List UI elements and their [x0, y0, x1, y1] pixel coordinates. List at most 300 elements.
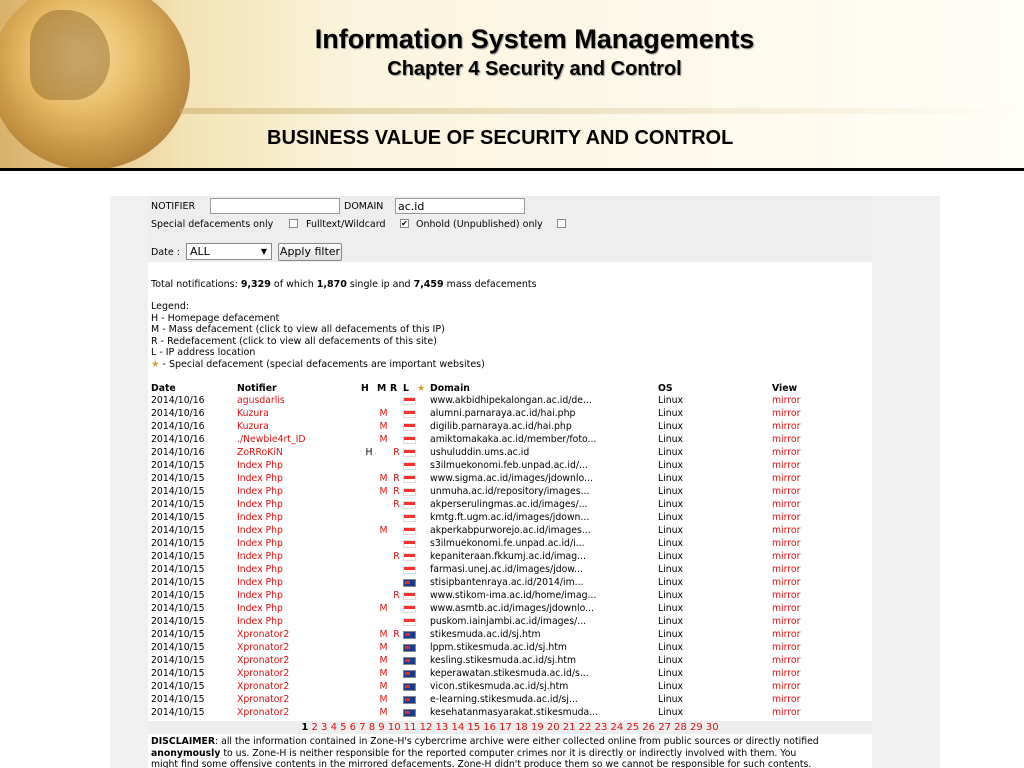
row-notifier[interactable]: Xpronator2	[237, 681, 290, 692]
row-domain: kmtg.ft.ugm.ac.id/images/jdown...	[430, 512, 590, 523]
row-m[interactable]: M	[379, 694, 388, 705]
row-date: 2014/10/15	[151, 577, 205, 588]
row-m[interactable]: M	[379, 642, 388, 653]
table-row	[151, 693, 800, 706]
row-date: 2014/10/15	[151, 629, 205, 640]
row-domain: unmuha.ac.id/repository/images...	[430, 486, 590, 497]
row-special	[417, 654, 430, 667]
row-date: 2014/10/15	[151, 655, 205, 666]
table-row	[151, 706, 800, 719]
row-flag	[403, 615, 417, 628]
row-os: Linux	[658, 395, 684, 406]
row-r[interactable]	[390, 615, 403, 628]
total-count: 9,329	[240, 279, 271, 290]
row-r[interactable]	[390, 641, 403, 654]
row-m[interactable]	[377, 537, 390, 550]
row-m[interactable]: M	[379, 681, 388, 692]
row-flag	[403, 511, 417, 524]
row-notifier[interactable]: ./Newbie4rt_ID	[237, 434, 306, 445]
apply-filter-button[interactable]: Apply filter	[278, 243, 342, 261]
row-view[interactable]: mirror	[772, 616, 801, 627]
row-m[interactable]	[377, 394, 390, 407]
header-m: M	[377, 382, 387, 394]
row-date: 2014/10/15	[151, 499, 205, 510]
header-h: H	[361, 382, 369, 394]
row-r[interactable]	[390, 407, 403, 420]
row-view[interactable]: mirror	[772, 538, 801, 549]
row-special	[417, 446, 430, 459]
row-m[interactable]	[377, 550, 390, 563]
row-view[interactable]: mirror	[772, 642, 801, 653]
onhold-checkbox[interactable]	[557, 219, 566, 228]
row-view[interactable]: mirror	[772, 551, 801, 562]
row-r[interactable]	[390, 459, 403, 472]
row-notifier[interactable]: Xpronator2	[237, 655, 290, 666]
table-row	[151, 420, 800, 433]
row-h	[361, 563, 377, 576]
row-os: Linux	[658, 655, 684, 666]
row-r[interactable]	[390, 420, 403, 433]
row-flag	[403, 563, 417, 576]
legend-h: H - Homepage defacement	[151, 312, 280, 324]
slide-subtitle: Chapter 4 Security and Control	[387, 58, 682, 80]
special-only-checkbox[interactable]	[289, 219, 298, 228]
row-flag	[403, 407, 417, 420]
table-row	[151, 667, 800, 680]
row-m[interactable]	[377, 446, 390, 459]
row-date: 2014/10/15	[151, 590, 205, 601]
row-domain: ushuluddin.ums.ac.id	[430, 447, 530, 458]
row-view[interactable]: mirror	[772, 655, 801, 666]
legend-title: Legend:	[151, 301, 190, 312]
table-row	[151, 550, 800, 563]
row-flag	[403, 628, 417, 641]
row-m[interactable]: M	[379, 655, 388, 666]
row-m[interactable]	[377, 511, 390, 524]
row-m[interactable]: M	[379, 668, 388, 679]
row-os: Linux	[658, 694, 684, 705]
table-row	[151, 680, 800, 693]
row-domain: lppm.stikesmuda.ac.id/sj.htm	[430, 642, 567, 653]
row-date: 2014/10/16	[151, 447, 205, 458]
country-flag-icon	[403, 618, 416, 626]
row-os: Linux	[658, 590, 684, 601]
disclaimer-anon: anonymously	[151, 747, 221, 759]
row-flag	[403, 706, 417, 719]
table-row	[151, 446, 800, 459]
row-domain: akperkabpurworejo.ac.id/images...	[430, 525, 591, 536]
row-h	[361, 628, 377, 641]
country-flag-icon	[403, 540, 416, 548]
legend-m: M - Mass defacement (click to view all defacements of this IP)	[151, 324, 445, 335]
row-h	[361, 407, 377, 420]
row-view[interactable]: mirror	[772, 629, 801, 640]
row-h	[361, 576, 377, 589]
table-row	[151, 498, 800, 511]
row-domain: digilib.parnaraya.ac.id/hai.php	[430, 421, 572, 432]
row-domain: keperawatan.stikesmuda.ac.id/s...	[430, 668, 589, 679]
row-r[interactable]	[390, 537, 403, 550]
row-r[interactable]	[390, 602, 403, 615]
row-h	[361, 472, 377, 485]
table-row	[151, 589, 800, 602]
table-row	[151, 524, 800, 537]
row-date: 2014/10/15	[151, 538, 205, 549]
star-icon: ★	[417, 382, 426, 394]
row-date: 2014/10/15	[151, 512, 205, 523]
row-domain: kepaniteraan.fkkumj.ac.id/imag...	[430, 551, 586, 562]
row-date: 2014/10/15	[151, 694, 205, 705]
row-date: 2014/10/16	[151, 395, 205, 406]
table-row	[151, 602, 800, 615]
row-h	[361, 524, 377, 537]
row-h: H	[365, 447, 373, 458]
country-flag-icon	[403, 436, 416, 444]
row-r[interactable]	[390, 576, 403, 589]
row-date: 2014/10/16	[151, 421, 205, 432]
row-h	[361, 511, 377, 524]
row-special	[417, 394, 430, 407]
pagination	[148, 721, 872, 734]
row-m[interactable]: M	[379, 434, 388, 445]
row-notifier[interactable]: Index Php	[237, 525, 283, 536]
row-special	[417, 706, 430, 719]
row-m[interactable]: M	[379, 486, 388, 497]
row-m[interactable]	[377, 563, 390, 576]
row-r[interactable]	[390, 706, 403, 719]
row-notifier[interactable]: Xpronator2	[237, 629, 290, 640]
row-special	[417, 472, 430, 485]
country-flag-icon	[403, 501, 416, 509]
row-domain: s3ilmuekonomi.feb.unpad.ac.id/...	[430, 460, 588, 471]
country-flag-icon	[403, 592, 416, 600]
row-h	[361, 706, 377, 719]
row-view[interactable]: mirror	[772, 525, 801, 536]
row-m[interactable]	[377, 576, 390, 589]
row-date: 2014/10/15	[151, 616, 205, 627]
row-r[interactable]	[390, 433, 403, 446]
row-notifier[interactable]: Index Php	[237, 564, 283, 575]
row-date: 2014/10/15	[151, 668, 205, 679]
row-flag	[403, 498, 417, 511]
row-notifier[interactable]: Index Php	[237, 499, 283, 510]
row-r[interactable]: R	[393, 551, 400, 562]
onhold-label: Onhold (Unpublished) only	[416, 219, 543, 230]
row-os: Linux	[658, 473, 684, 484]
country-flag-icon	[403, 670, 416, 678]
row-domain: vicon.stikesmuda.ac.id/sj.htm	[430, 681, 569, 692]
row-special	[417, 459, 430, 472]
header-date[interactable]: Date	[151, 382, 176, 394]
row-domain: www.sigma.ac.id/images/jdownlo...	[430, 473, 593, 484]
row-flag	[403, 472, 417, 485]
row-special	[417, 667, 430, 680]
country-flag-icon	[403, 410, 416, 418]
row-os: Linux	[658, 512, 684, 523]
row-notifier[interactable]: ZoRRoKiN	[237, 447, 283, 458]
header-os[interactable]: OS	[658, 382, 673, 394]
row-flag	[403, 654, 417, 667]
row-notifier[interactable]: Xpronator2	[237, 668, 290, 679]
row-view[interactable]: mirror	[772, 434, 801, 445]
row-special	[417, 602, 430, 615]
filter-form	[148, 196, 872, 262]
header-r: R	[390, 382, 398, 394]
legend-l: L - IP address location	[151, 347, 256, 358]
row-domain: e-learning.stikesmuda.ac.id/sj...	[430, 694, 578, 705]
row-r[interactable]	[390, 654, 403, 667]
slide-title: Information System Managements	[314, 24, 755, 54]
row-notifier[interactable]: Index Php	[237, 512, 283, 523]
row-special	[417, 485, 430, 498]
row-notifier[interactable]: Index Php	[237, 460, 283, 471]
row-os: Linux	[658, 434, 684, 445]
row-notifier[interactable]: Index Php	[237, 603, 283, 614]
country-flag-icon	[403, 527, 416, 535]
row-view[interactable]: mirror	[772, 486, 801, 497]
zoneh-archive-panel	[148, 196, 872, 768]
country-flag-icon	[403, 553, 416, 561]
row-notifier[interactable]: Xpronator2	[237, 694, 290, 705]
total-notifications: Total notifications: 9,329 of which 1,870 single ip and 7,459 mass defacements	[151, 279, 537, 290]
table-row	[151, 576, 800, 589]
row-view[interactable]: mirror	[772, 564, 801, 575]
chevron-down-icon: ▼	[260, 247, 267, 256]
row-notifier[interactable]: Kuzura	[237, 408, 269, 419]
row-flag	[403, 394, 417, 407]
row-view[interactable]: mirror	[772, 473, 801, 484]
row-os: Linux	[658, 538, 684, 549]
row-view[interactable]: mirror	[772, 512, 801, 523]
row-flag	[403, 641, 417, 654]
row-r[interactable]	[390, 680, 403, 693]
row-os: Linux	[658, 603, 684, 614]
country-flag-icon	[403, 488, 416, 496]
row-m[interactable]: M	[379, 629, 388, 640]
row-notifier[interactable]: Index Php	[237, 616, 283, 627]
table-row	[151, 615, 800, 628]
row-h	[361, 602, 377, 615]
row-h	[361, 615, 377, 628]
row-r[interactable]: R	[393, 486, 400, 497]
special-only-label: Special defacements only	[151, 219, 274, 230]
row-notifier[interactable]: Xpronator2	[237, 707, 290, 718]
table-row	[151, 433, 800, 446]
disclaimer-label: DISCLAIMER	[151, 736, 216, 747]
row-notifier[interactable]: Index Php	[237, 486, 283, 497]
row-view[interactable]: mirror	[772, 707, 801, 718]
row-special	[417, 407, 430, 420]
table-header-row	[151, 382, 800, 394]
row-os: Linux	[658, 460, 684, 471]
row-os: Linux	[658, 525, 684, 536]
row-flag	[403, 485, 417, 498]
row-r[interactable]	[390, 693, 403, 706]
legend	[151, 301, 485, 370]
row-domain: amiktomakaka.ac.id/member/foto...	[430, 434, 597, 445]
country-flag-icon	[403, 514, 416, 522]
country-flag-icon	[403, 631, 416, 639]
disclaimer: DISCLAIMER: all the information contained in Zone-H's cybercrime archive were either collected online from public sources or directly notified anonymously to us. Zone-H is neither responsible for the reported computer crimes nor it is directly or indirectly involved with them. You might find some offensive contents in the mirrored defacements. Zone-H didn't produce them so we cannot be responsible for such contents.	[151, 736, 819, 768]
row-special	[417, 628, 430, 641]
header-domain[interactable]: Domain	[430, 382, 470, 394]
row-special	[417, 615, 430, 628]
domain-label: DOMAIN	[344, 201, 384, 212]
row-h	[361, 394, 377, 407]
row-view[interactable]: mirror	[772, 460, 801, 471]
country-flag-icon	[403, 579, 416, 587]
row-r[interactable]: R	[393, 629, 400, 640]
row-m[interactable]: M	[379, 707, 388, 718]
table-row	[151, 472, 800, 485]
row-r[interactable]: R	[393, 473, 400, 484]
legend-s: ★ - Special defacement (special defacements are important websites)	[151, 358, 485, 370]
row-date: 2014/10/15	[151, 707, 205, 718]
row-domain: alumni.parnaraya.ac.id/hai.php	[430, 408, 576, 419]
row-flag	[403, 602, 417, 615]
header-l: L	[403, 382, 409, 394]
row-h	[361, 420, 377, 433]
row-special	[417, 511, 430, 524]
row-m[interactable]: M	[379, 408, 388, 419]
row-os: Linux	[658, 629, 684, 640]
domain-input[interactable]: ac.id	[395, 198, 525, 214]
row-view[interactable]: mirror	[772, 499, 801, 510]
country-flag-icon	[403, 397, 416, 405]
table-row	[151, 654, 800, 667]
row-h	[361, 550, 377, 563]
row-notifier[interactable]: Index Php	[237, 538, 283, 549]
row-notifier[interactable]: Index Php	[237, 551, 283, 562]
row-m[interactable]	[377, 589, 390, 602]
row-notifier[interactable]: Xpronator2	[237, 642, 290, 653]
row-flag	[403, 576, 417, 589]
country-flag-icon	[403, 449, 416, 457]
row-m[interactable]: M	[379, 603, 388, 614]
country-flag-icon	[403, 696, 416, 704]
row-r[interactable]	[390, 394, 403, 407]
row-special	[417, 680, 430, 693]
row-m[interactable]: M	[379, 473, 388, 484]
row-h	[361, 641, 377, 654]
row-h	[361, 680, 377, 693]
table-row	[151, 394, 800, 407]
row-os: Linux	[658, 447, 684, 458]
date-select-value: ALL	[190, 245, 210, 258]
row-domain: stisipbantenraya.ac.id/2014/im...	[430, 577, 584, 588]
star-icon: ★	[151, 358, 160, 370]
row-h	[361, 589, 377, 602]
current-page: 1	[301, 722, 309, 733]
row-m[interactable]	[377, 615, 390, 628]
row-notifier[interactable]: agusdarlis	[237, 395, 285, 406]
row-r[interactable]: R	[393, 590, 400, 601]
row-view[interactable]: mirror	[772, 694, 801, 705]
row-view[interactable]: mirror	[772, 577, 801, 588]
row-os: Linux	[658, 577, 684, 588]
date-label: Date :	[151, 247, 180, 258]
row-special	[417, 693, 430, 706]
country-flag-icon	[403, 462, 416, 470]
row-os: Linux	[658, 564, 684, 575]
row-r[interactable]	[390, 511, 403, 524]
notifier-input[interactable]	[210, 198, 340, 214]
row-notifier[interactable]: Index Php	[237, 473, 283, 484]
slide-heading: BUSINESS VALUE OF SECURITY AND CONTROL	[267, 127, 734, 149]
row-special	[417, 550, 430, 563]
row-r[interactable]: R	[393, 447, 400, 458]
country-flag-icon	[403, 709, 416, 717]
row-notifier[interactable]: Index Php	[237, 590, 283, 601]
fulltext-checkbox[interactable]: ✔	[401, 219, 408, 228]
row-h	[361, 667, 377, 680]
mass-count: 7,459	[413, 279, 444, 290]
row-notifier[interactable]: Kuzura	[237, 421, 269, 432]
row-flag	[403, 693, 417, 706]
notifier-label: NOTIFIER	[151, 201, 196, 212]
row-view[interactable]: mirror	[772, 590, 801, 601]
row-view[interactable]: mirror	[772, 681, 801, 692]
row-domain: kesehatanmasyarakat.stikesmuda...	[430, 707, 599, 718]
row-domain: www.stikom-ima.ac.id/home/imag...	[430, 590, 597, 601]
row-date: 2014/10/15	[151, 486, 205, 497]
row-view[interactable]: mirror	[772, 421, 801, 432]
country-flag-icon	[403, 475, 416, 483]
row-special	[417, 498, 430, 511]
row-flag	[403, 446, 417, 459]
row-h	[361, 537, 377, 550]
table-row	[151, 563, 800, 576]
row-view[interactable]: mirror	[772, 395, 801, 406]
table-row	[151, 485, 800, 498]
row-h	[361, 485, 377, 498]
row-domain: kesling.stikesmuda.ac.id/sj.htm	[430, 655, 577, 666]
row-os: Linux	[658, 486, 684, 497]
row-date: 2014/10/16	[151, 408, 205, 419]
row-flag	[403, 537, 417, 550]
row-notifier[interactable]: Index Php	[237, 577, 283, 588]
row-os: Linux	[658, 681, 684, 692]
row-view[interactable]: mirror	[772, 408, 801, 419]
row-flag	[403, 459, 417, 472]
row-m[interactable]: M	[379, 421, 388, 432]
row-os: Linux	[658, 551, 684, 562]
row-date: 2014/10/15	[151, 603, 205, 614]
row-view[interactable]: mirror	[772, 668, 801, 679]
row-domain: puskom.iainjambi.ac.id/images/...	[430, 616, 587, 627]
row-r[interactable]	[390, 667, 403, 680]
row-flag	[403, 680, 417, 693]
header-notifier[interactable]: Notifier	[237, 382, 277, 394]
table-row	[151, 537, 800, 550]
row-view[interactable]: mirror	[772, 447, 801, 458]
row-special	[417, 433, 430, 446]
header-divider	[0, 168, 1024, 171]
defacements-table	[151, 382, 800, 719]
row-r[interactable]	[390, 524, 403, 537]
row-m[interactable]	[377, 498, 390, 511]
table-row	[151, 511, 800, 524]
row-date: 2014/10/15	[151, 460, 205, 471]
row-domain: farmasi.unej.ac.id/images/jdow...	[430, 564, 583, 575]
row-view[interactable]: mirror	[772, 603, 801, 614]
date-select[interactable]	[186, 243, 272, 260]
row-m[interactable]	[377, 459, 390, 472]
row-r[interactable]: R	[393, 499, 400, 510]
page-links[interactable]: 2 3 4 5 6 7 8 9 10 11 12 13 14 15 16 17 18 19 20 21 22 23 24 25 26 27 28 29 30	[311, 722, 719, 733]
row-m[interactable]: M	[379, 525, 388, 536]
row-r[interactable]	[390, 563, 403, 576]
